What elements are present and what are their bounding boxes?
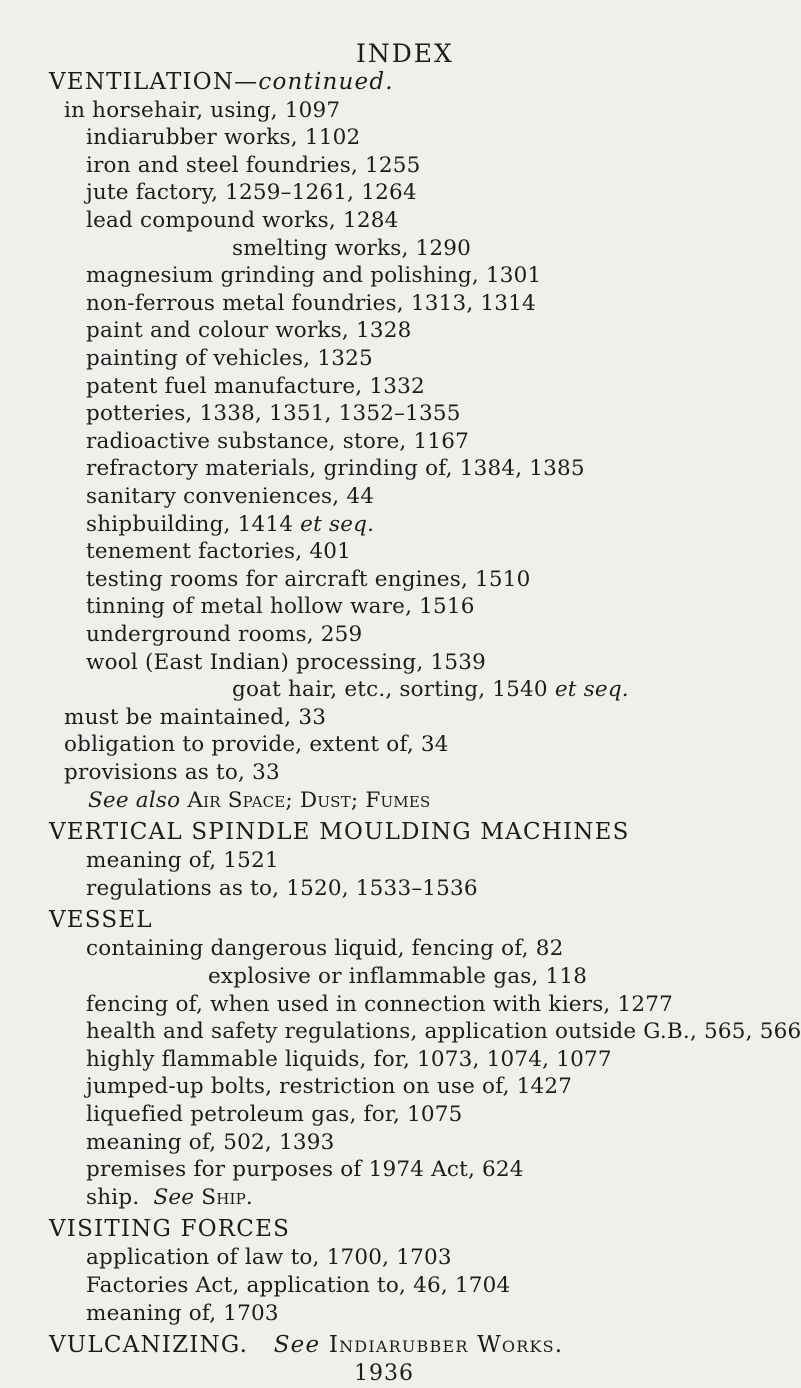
entry-heading-vertical-spindle: VERTICAL SPINDLE MOULDING MACHINES: [49, 819, 630, 846]
index-line: tinning of metal hollow ware, 1516: [86, 594, 475, 620]
index-line: fencing of, when used in connection with kiers, 1277: [86, 991, 674, 1017]
index-line: obligation to provide, extent of, 34: [64, 732, 449, 758]
index-line-text: goat hair, etc., sorting, 1540: [232, 677, 548, 703]
index-line: highly flammable liquids, for, 1073, 1074, 1077: [86, 1046, 612, 1072]
heading-suffix: continued.: [258, 68, 394, 95]
index-line: application of law to, 1700, 1703: [86, 1245, 452, 1271]
index-line-text: shipbuilding, 1414: [86, 511, 294, 537]
see-also-refs: Air Space; Dust; Fumes: [187, 787, 431, 813]
index-line: provisions as to, 33: [64, 760, 280, 785]
see-ref: Indiarubber Works.: [328, 1332, 564, 1359]
index-line: Factories Act, application to, 46, 1704: [86, 1273, 511, 1298]
index-line: lead compound works, 1284: [86, 208, 399, 233]
see-also-reference: [88, 787, 431, 815]
entry-heading-visiting-forces: VISITING FORCES: [49, 1216, 291, 1243]
index-line: meaning of, 1521: [86, 848, 279, 874]
see-ref: Ship.: [201, 1184, 253, 1210]
see-also-label: See also: [88, 787, 181, 813]
index-line: refractory materials, grinding of, 1384, 1385: [86, 456, 585, 482]
heading-text: VULCANIZING.: [49, 1332, 249, 1359]
index-line: magnesium grinding and polishing, 1301: [86, 263, 542, 289]
index-line: tenement factories, 401: [86, 539, 351, 565]
index-line: regulations as to, 1520, 1533–1536: [86, 875, 478, 901]
index-line: containing dangerous liquid, fencing of, 82: [86, 936, 564, 962]
index-line: [86, 511, 374, 539]
index-subline: explosive or inflammable gas, 118: [208, 964, 588, 989]
see-label: See: [153, 1184, 195, 1210]
index-line: must be maintained, 33: [64, 704, 327, 730]
heading-text: VENTILATION—: [49, 68, 259, 95]
see-label: See: [273, 1332, 321, 1359]
entry-heading-vulcanizing: [49, 1331, 563, 1359]
index-line: meaning of, 1703: [86, 1300, 279, 1326]
index-line: in horsehair, using, 1097: [64, 97, 341, 123]
index-line: meaning of, 502, 1393: [86, 1129, 335, 1155]
index-line: liquefied petroleum gas, for, 1075: [86, 1102, 463, 1127]
et-seq: et seq.: [300, 511, 375, 537]
index-line: underground rooms, 259: [86, 622, 363, 647]
index-subline: [232, 676, 629, 704]
index-subline: smelting works, 1290: [232, 235, 472, 261]
index-line: painting of vehicles, 1325: [86, 346, 373, 371]
index-line: potteries, 1338, 1351, 1352–1355: [86, 401, 461, 427]
index-line: iron and steel foundries, 1255: [86, 152, 421, 178]
index-line: premises for purposes of 1974 Act, 624: [86, 1157, 524, 1183]
page-title: INDEX: [356, 39, 454, 68]
entry-heading-ventilation: [49, 68, 394, 96]
index-line-text: ship.: [86, 1184, 140, 1210]
index-line: jute factory, 1259–1261, 1264: [86, 180, 417, 206]
page-number: 1936: [354, 1361, 414, 1387]
index-line: non-ferrous metal foundries, 1313, 1314: [86, 290, 536, 316]
index-line: jumped-up bolts, restriction on use of, 1427: [86, 1074, 573, 1100]
et-seq: et seq.: [554, 677, 629, 703]
entry-heading-vessel: VESSEL: [49, 907, 153, 934]
index-line: radioactive substance, store, 1167: [86, 428, 469, 454]
see-reference: [86, 1184, 253, 1212]
index-line: indiarubber works, 1102: [86, 125, 361, 151]
index-line: paint and colour works, 1328: [86, 318, 412, 344]
index-line: sanitary conveniences, 44: [86, 484, 375, 509]
index-line: patent fuel manufacture, 1332: [86, 373, 425, 399]
index-line: wool (East Indian) processing, 1539: [86, 649, 486, 675]
index-line: testing rooms for aircraft engines, 1510: [86, 566, 531, 592]
index-line: health and safety regulations, application outside G.B., 565, 566: [86, 1019, 801, 1045]
